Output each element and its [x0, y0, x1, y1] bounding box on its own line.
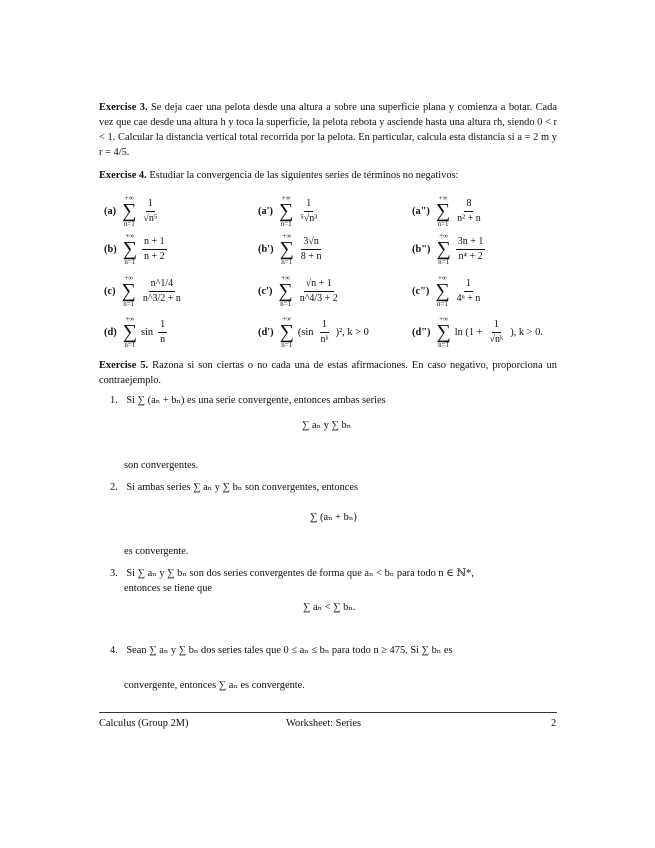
series-label: (a) [104, 205, 117, 217]
series-fraction: $\frac{3n + 1}{\text{n⁴ + 2}}$ [457, 235, 484, 262]
exercise-5-item-4-line2 [124, 678, 305, 693]
item-conclusion: son convergentes. [124, 460, 199, 471]
exercise-5-item-2-display [310, 510, 357, 525]
display-formula: ∑ aₙ < ∑ bₙ. [303, 602, 356, 613]
series-label: (c") [412, 285, 430, 297]
footer-page-number: 2 [551, 718, 557, 729]
series-label: (b") [412, 243, 431, 255]
exercise-3-label: Exercise 3. [99, 102, 148, 113]
item-number: 4. [110, 645, 118, 656]
series-label: (a") [412, 205, 430, 217]
series-fraction: $\frac{1}{n}$ [160, 318, 166, 345]
summation-symbol: +∞ ∑ n=1 [278, 274, 293, 308]
item-text-2: entonces se tiene que [124, 583, 212, 594]
summation-symbol: +∞ ∑ n=1 [121, 274, 136, 308]
exercise-5-item-3 [110, 566, 474, 581]
summation-symbol: +∞ ∑ n=1 [122, 232, 137, 266]
display-formula: ∑ (aₙ + bₙ) [310, 512, 357, 523]
series-fraction: $\frac{1}{\text{4ⁿ + n}}$ [456, 277, 481, 304]
series-item [412, 274, 483, 308]
exercise-5-item-4 [110, 643, 453, 658]
summation-symbol: +∞ ∑ n=1 [279, 315, 294, 349]
series-fraction: $\frac{8}{\text{n² + n}}$ [457, 197, 481, 224]
series-fraction: $\frac{3√n}{8 + n}$ [300, 235, 322, 262]
series-item [104, 315, 168, 349]
series-fraction: $\frac{1}{\text{⁵√n³}}$ [300, 197, 318, 224]
exercise-3 [99, 100, 557, 160]
series-item [412, 194, 484, 228]
exercise-5-item-2-after [124, 544, 188, 559]
item-number: 1. [110, 395, 118, 406]
series-extra: )², k > 0 [335, 326, 369, 338]
series-item [258, 232, 325, 266]
series-label: (a') [258, 205, 274, 217]
exercise-5-item-2 [110, 480, 358, 495]
summation-symbol: +∞ ∑ n=1 [435, 194, 451, 228]
series-label: (c) [104, 285, 116, 297]
exercise-5-item-1-after [124, 458, 198, 473]
footer-center: Worksheet: Series [286, 718, 362, 729]
series-item [258, 274, 341, 308]
exercise-3-text: Se deja caer una pelota desde una altura a sobre una superficie plana y comienza a botar. Cada vez que cae desde una altura h y toca la superficie, la pelota rebota y asciende hasta una altura rh, siendo 0 < r < 1. Calcular la distancia vertical total recorrida por la pelota. En particular, calcula esta distancia si a = 2 m y r = 4/5. [99, 102, 557, 158]
series-item [104, 232, 168, 266]
series-item [104, 274, 184, 308]
series-item [104, 194, 160, 228]
series-label: (c') [258, 285, 273, 297]
exercise-5 [99, 358, 557, 388]
exercise-4-label: Exercise 4. [99, 170, 147, 181]
series-fraction: $\frac{1}{\text{nᵏ}}$ [320, 318, 329, 345]
series-label: (b) [104, 243, 117, 255]
footer-rule [99, 712, 557, 713]
series-fraction: $\frac{n\^{}1/4}{n\^{}3/2 + n}$ [142, 277, 181, 304]
item-text-2: convergente, entonces ∑ aₙ es convergente. [124, 680, 305, 691]
summation-symbol: +∞ ∑ n=1 [279, 232, 294, 266]
series-fraction: $\frac{√n + 1}{n\^{}4/3 + 2}$ [299, 277, 338, 304]
series-body: (sin [297, 326, 314, 338]
item-text: Si ambas series ∑ aₙ y ∑ bₙ son convergentes, entonces [126, 482, 359, 493]
summation-symbol: +∞ ∑ n=1 [279, 194, 294, 228]
item-conclusion: es convergente. [124, 546, 189, 557]
exercise-5-label: Exercise 5. [99, 360, 149, 371]
series-fraction: $\frac{1}{\text{√nᵏ}}$ [489, 318, 504, 345]
series-item [258, 315, 369, 349]
series-item [412, 315, 543, 349]
series-label: (d") [412, 326, 431, 338]
summation-symbol: +∞ ∑ n=1 [436, 232, 451, 266]
footer-left: Calculus (Group 2M) [99, 718, 189, 729]
summation-symbol: +∞ ∑ n=1 [435, 274, 450, 308]
series-item [258, 194, 320, 228]
exercise-5-item-3-line2 [124, 581, 212, 596]
series-fraction: $\frac{1}{\text{√n⁵}}$ [143, 197, 158, 224]
exercise-4-text: Estudiar la convergencia de las siguientes series de términos no negativos: [146, 170, 459, 181]
item-number: 3. [110, 568, 118, 579]
summation-symbol: +∞ ∑ n=1 [122, 315, 137, 349]
item-number: 2. [110, 482, 118, 493]
exercise-5-item-1-display [302, 418, 351, 433]
series-label: (b') [258, 243, 274, 255]
exercise-5-item-1 [110, 393, 386, 408]
summation-symbol: +∞ ∑ n=1 [122, 194, 137, 228]
exercise-5-item-3-display [303, 600, 355, 615]
exercise-4 [99, 168, 557, 183]
item-text: Si ∑ (aₙ + bₙ) es una serie convergente, entonces ambas series [126, 395, 386, 406]
item-text: Si ∑ aₙ y ∑ bₙ son dos series convergentes de forma que aₙ < bₙ para todo n ∈ ℕ*, [126, 568, 474, 579]
item-text: Sean ∑ aₙ y ∑ bₙ dos series tales que 0 ≤ aₙ ≤ bₙ para todo n ≥ 475. Si ∑ bₙ es [126, 645, 453, 656]
series-body: sin [140, 326, 154, 338]
series-label: (d) [104, 326, 117, 338]
display-formula: ∑ aₙ y ∑ bₙ [302, 420, 352, 431]
series-label: (d') [258, 326, 274, 338]
exercise-5-text: Razona si son ciertas o no cada una de estas afirmaciones. En caso negativo, proporciona un contraejemplo. [99, 360, 557, 386]
series-body: ln (1 + [454, 326, 483, 338]
series-fraction: $\frac{n + 1}{n + 2}$ [143, 235, 165, 262]
series-item [412, 232, 486, 266]
summation-symbol: +∞ ∑ n=1 [436, 315, 451, 349]
series-extra: ), k > 0. [510, 326, 543, 338]
